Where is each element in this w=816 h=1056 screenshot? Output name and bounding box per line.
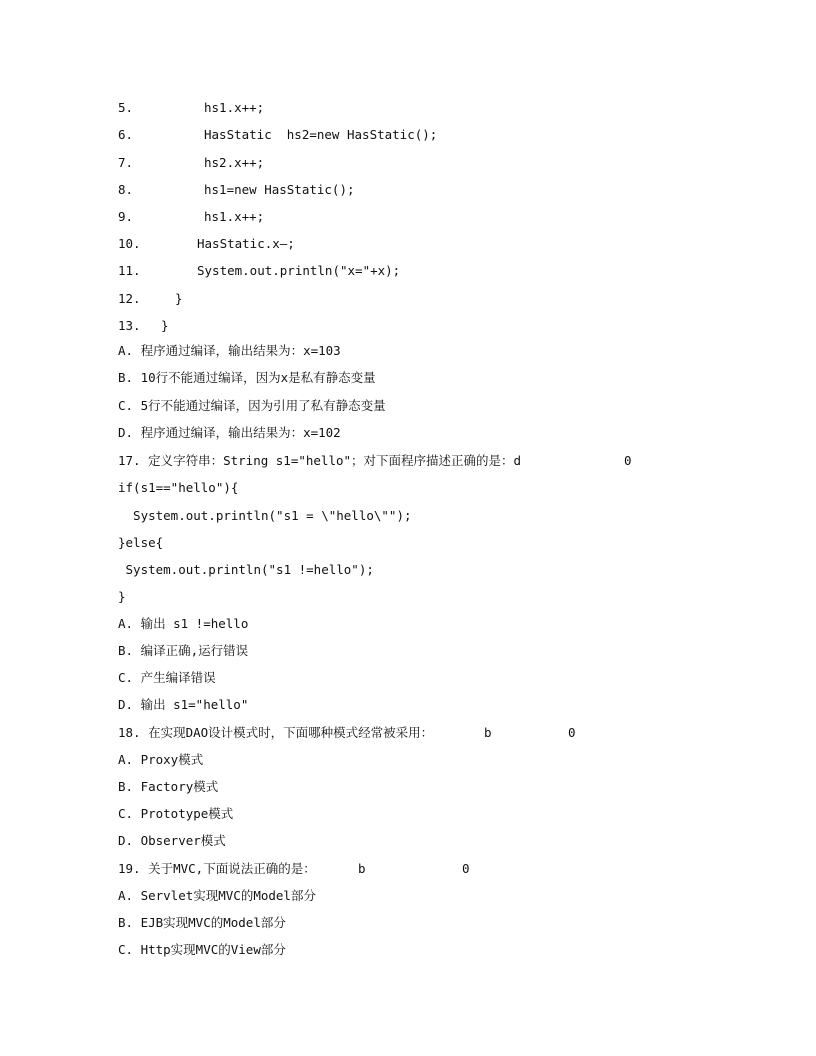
q17-code-line: }else{ — [118, 535, 164, 550]
code-text: } — [161, 318, 169, 333]
q18-option-b: B. Factory模式 — [118, 779, 219, 794]
q19-question — [118, 861, 470, 877]
line-number: 7. — [118, 155, 134, 170]
q18-option-c: C. Prototype模式 — [118, 806, 234, 821]
q16-option-c: C. 5行不能通过编译，因为引用了私有静态变量 — [118, 398, 386, 413]
line-number: 8. — [118, 182, 134, 197]
q17-option-a: A. 输出 s1 !=hello — [118, 616, 249, 631]
code-text: hs1.x++; — [204, 209, 265, 224]
line-number: 9. — [118, 209, 134, 224]
q16-option-d: D. 程序通过编译，输出结果为：x=102 — [118, 425, 341, 440]
q17-option-d: D. 输出 s1="hello" — [118, 697, 249, 712]
code-text: HasStatic hs2=new HasStatic(); — [204, 127, 438, 142]
code-text: } — [175, 291, 183, 306]
q17-code-line: System.out.println("s1 !=hello"); — [118, 562, 374, 577]
answer: b — [358, 861, 366, 876]
code-text: hs2.x++; — [204, 155, 265, 170]
code-text: hs1.x++; — [204, 100, 265, 115]
q17-code-line: System.out.println("s1 = \"hello\""); — [118, 508, 412, 523]
score-mark: 0 — [624, 453, 632, 468]
code-text: HasStatic.x—; — [197, 236, 295, 251]
line-number: 10. — [118, 236, 141, 251]
q16-option-a: A. 程序通过编译，输出结果为：x=103 — [118, 343, 341, 358]
q19-option-b: B. EJB实现MVC的Model部分 — [118, 915, 286, 930]
score-mark: 0 — [568, 725, 576, 740]
q18-option-d: D. Observer模式 — [118, 833, 226, 848]
q18-option-a: A. Proxy模式 — [118, 752, 204, 767]
q17-option-b: B. 编译正确,运行错误 — [118, 643, 249, 658]
line-number: 11. — [118, 263, 141, 278]
line-number: 13. — [118, 318, 141, 333]
q17-question — [118, 453, 632, 469]
line-number: 5. — [118, 100, 134, 115]
code-text: System.out.println("x="+x); — [197, 263, 401, 278]
answer: b — [484, 725, 492, 740]
q19-option-a: A. Servlet实现MVC的Model部分 — [118, 888, 316, 903]
question-text: 19. 关于MVC,下面说法正确的是： — [118, 861, 316, 876]
code-text: hs1=new HasStatic(); — [204, 182, 355, 197]
q16-option-b: B. 10行不能通过编译，因为x是私有静态变量 — [118, 370, 376, 385]
score-mark: 0 — [462, 861, 470, 876]
question-text: 18. 在实现DAO设计模式时，下面哪种模式经常被采用： — [118, 725, 434, 740]
question-text: 17. 定义字符串：String s1="hello"；对下面程序描述正确的是：d — [118, 453, 522, 468]
line-number: 6. — [118, 127, 134, 142]
q17-option-c: C. 产生编译错误 — [118, 670, 216, 685]
q18-question — [118, 725, 576, 741]
q17-code-line: } — [118, 589, 126, 604]
q19-option-c: C. Http实现MVC的View部分 — [118, 942, 286, 957]
line-number: 12. — [118, 291, 141, 306]
q17-code-line: if(s1=="hello"){ — [118, 480, 239, 495]
